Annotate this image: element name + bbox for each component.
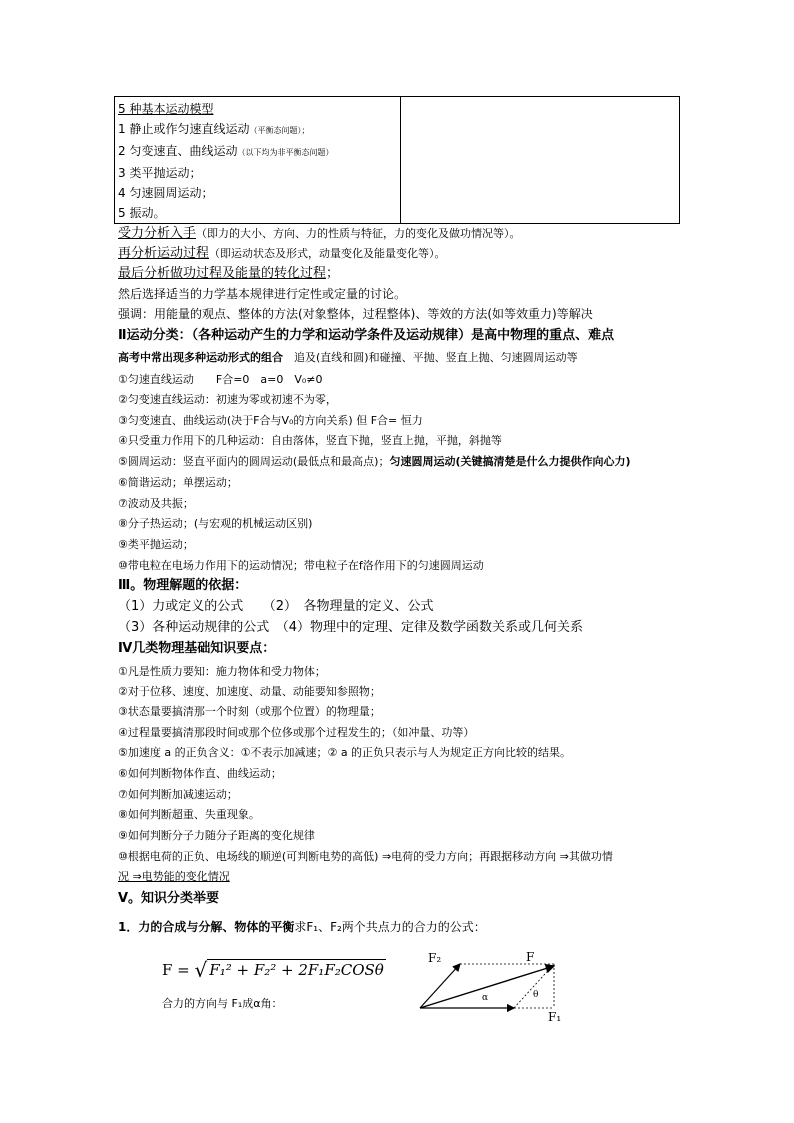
section-5-subtitle <box>118 920 486 935</box>
list-item: ③匀变速直、曲线运动(决于F合与V₀的方向关系) 但 F合= 恒力 <box>118 414 423 427</box>
list-item: ④只受重力作用下的几种运动：自由落体，竖直下抛，竖直上抛，平抛，斜抛等 <box>118 434 502 447</box>
list-item: ⑩带电粒在电场力作用下的运动情况；带电粒子在f洛作用下的匀速圆周运动 <box>118 559 484 572</box>
f2-label: F₂ <box>428 951 442 965</box>
list-item: ⑥如何判断物体作直、曲线运动； <box>118 767 282 780</box>
list-item: ③状态量要搞清那一个时刻（或那个位置）的物理量； <box>118 705 381 718</box>
analysis-tail: （即力的大小、方向、力的性质与特征，力的变化及做功情况等）。 <box>196 227 521 240</box>
analysis-line-3 <box>118 266 339 281</box>
table-line <box>118 163 400 183</box>
analysis-line-2 <box>118 246 446 261</box>
subtitle-bold: 高考中常出现多种运动形式的组合 <box>118 351 283 364</box>
list-item: ⑧分子热运动；(与宏观的机械运动区别) <box>118 517 313 530</box>
list-item: ⑦波动及共振； <box>118 497 194 510</box>
table-line <box>118 141 400 163</box>
table-line-note: （平衡态问题）； <box>249 126 310 135</box>
section-2-title: Ⅱ运动分类：（各种运动产生的力学和运动学条件及运动规律）是高中物理的重点、难点 <box>118 328 615 343</box>
list-item: ⑦如何判断加减速运动； <box>118 788 238 801</box>
table-line-text: 3 类平抛运动； <box>118 166 202 180</box>
table-line <box>118 99 400 119</box>
list-item: ⑥简谐运动；单摆运动； <box>118 476 238 489</box>
list-item: ①凡是性质力要知：施力物体和受力物体； <box>118 665 326 678</box>
table-line-note: （以下均为非平衡态问题） <box>237 148 334 157</box>
subtitle-rest: 求F₁、F₂两个共点力的合力的公式： <box>294 920 486 934</box>
resultant-force-formula <box>162 958 386 982</box>
list-item: ④过程量要搞清那段时间或那个位侈或那个过程发生的；（如冲量、功等） <box>118 726 475 739</box>
table-line-text: 5 种基本运动模型 <box>118 102 214 116</box>
subtitle-bold: 1．力的合成与分解、物体的平衡 <box>118 920 295 934</box>
sqrt-icon: √ <box>194 958 208 982</box>
table-line-text: 1 静止或作匀速直线运动 <box>118 122 250 136</box>
list-item: ⑨如何判断分子力随分子距离的变化规律 <box>118 829 315 842</box>
parallelogram-edge <box>514 964 554 1008</box>
analysis-tail: （即运动状态及形式，动量变化及能量变化等）。 <box>209 247 446 260</box>
subtitle-rest: 追及(直线和圆)和碰撞、平抛、竖直上抛、匀速圆周运动等 <box>283 351 578 364</box>
list-item-text: ⑤圆周运动：竖直平面内的圆周运动(最低点和最高点)； <box>118 455 390 468</box>
list-item-bold: 匀速圆周运动(关键搞清楚是什么力提供作向心力) <box>389 455 631 468</box>
list-item: ⑧如何判断超重、失重现象。 <box>118 808 260 821</box>
analysis-line-4: 然后选择适当的力学基本规律进行定性或定量的讨论。 <box>118 287 407 301</box>
list-item-continued: 况 ⇒电势能的变化情况 <box>118 870 230 883</box>
direction-note: 合力的方向与 F₁成α角： <box>162 997 283 1010</box>
section-3-line: （1）力或定义的公式 （2） 各物理量的定义、公式 <box>118 599 434 614</box>
alpha-label: α <box>482 993 489 1003</box>
f-label: F <box>526 950 535 964</box>
table-line <box>118 183 400 203</box>
table-line-text: 2 匀变速直、曲线运动 <box>118 144 238 158</box>
analysis-line-5: 强调：用能量的观点、整体的方法(对象整体，过程整体)、等效的方法(如等效重力)等解决 <box>118 307 593 321</box>
section-5-title: V。知识分类举要 <box>118 891 220 906</box>
section-2-subtitle <box>118 350 578 365</box>
empty-cell <box>401 97 680 224</box>
analysis-line-1 <box>118 226 521 241</box>
analysis-head: 最后分析做功过程及能量的转化过程 <box>118 266 327 281</box>
table-line-text: 4 匀速圆周运动； <box>118 186 214 200</box>
table-line <box>118 119 400 141</box>
list-item: ②匀变速直线运动：初速为零或初速不为零， <box>118 393 337 406</box>
motion-model-cell <box>115 97 401 224</box>
section-4-title: Ⅳ几类物理基础知识要点： <box>118 641 276 656</box>
motion-model-table <box>114 96 680 224</box>
list-item: ①匀速直线运动 F合=0 a=0 V₀≠0 <box>118 373 323 386</box>
list-item <box>118 454 631 469</box>
list-item: ②对于位移、速度、加速度、动量、动能要知参照物； <box>118 685 381 698</box>
analysis-tail: ； <box>326 266 340 281</box>
analysis-head: 再分析运动过程 <box>118 246 210 261</box>
section-3-line: （3）各种运动规律的公式 （4）物理中的定理、定律及数学函数关系或几何关系 <box>118 620 584 635</box>
table-line <box>118 203 400 223</box>
force-parallelogram-diagram <box>410 948 570 1024</box>
list-item: ⑩根据电荷的正负、电场线的顺逆(可判断电势的高低) ⇒电荷的受力方向；再跟据移动方向 ⇒其做功情 <box>118 850 613 863</box>
list-item: ⑨类平抛运动； <box>118 538 194 551</box>
table-line-text: 5 振动。 <box>118 206 166 220</box>
list-item: ⑤加速度 a 的正负含义：①不表示加减速；② a 的正负只表示与人为规定正方向比较的结果。 <box>118 746 572 759</box>
analysis-head: 受力分析入手 <box>118 226 197 241</box>
formula-radicand: F₁² + F₂² + 2F₁F₂COSθ <box>209 961 384 979</box>
theta-label: θ <box>533 990 539 1000</box>
f1-label: F₁ <box>548 1010 562 1024</box>
section-3-title: Ⅲ。物理解题的依据： <box>118 578 248 593</box>
formula-lhs: F = <box>162 961 190 979</box>
